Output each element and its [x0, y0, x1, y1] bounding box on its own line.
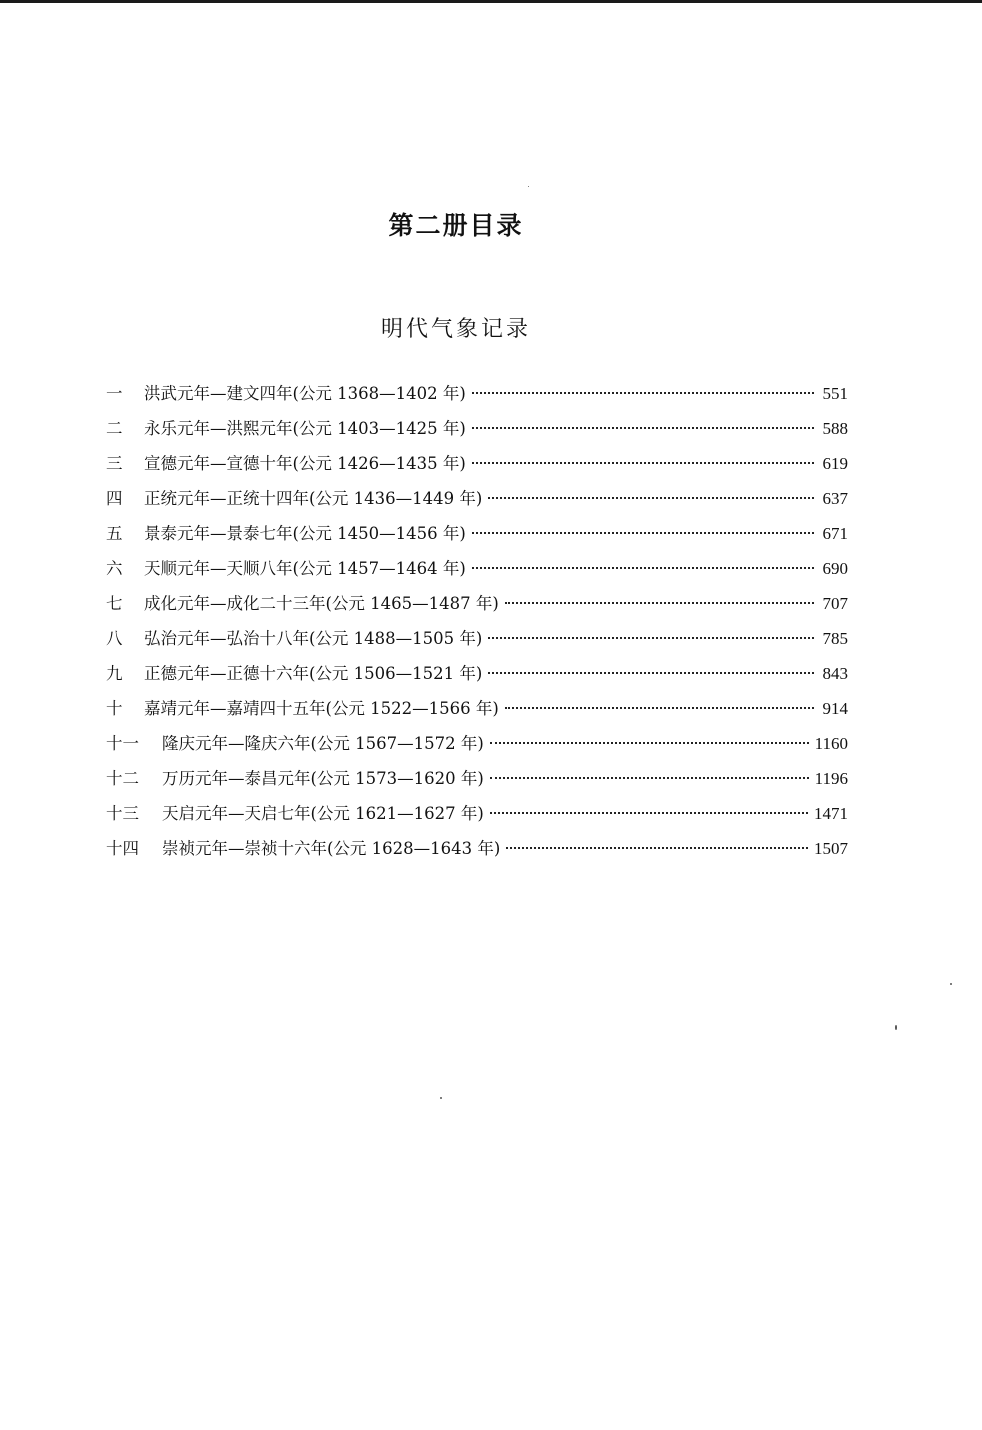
toc-entry [106, 590, 848, 625]
toc-entry-page: 690 [822, 559, 848, 578]
toc-entry-text: 弘治元年—弘治十八年(公元 1488—1505 年) [144, 629, 483, 648]
section-subtitle: 明代气象记录 [380, 317, 531, 342]
toc-entry-number: 二 [106, 419, 123, 438]
toc-entry-text: 成化元年—成化二十三年(公元 1465—1487 年) [144, 594, 499, 613]
dot-leader [490, 812, 808, 814]
toc-entry-page: 619 [822, 454, 848, 473]
dot-leader [488, 637, 814, 639]
toc-entry-text: 景泰元年—景泰七年(公元 1450—1456 年) [144, 524, 466, 543]
toc-entry-text: 天启元年—天启七年(公元 1621—1627 年) [162, 804, 484, 823]
dot-leader [490, 742, 809, 744]
toc-entry-page: 588 [822, 419, 848, 438]
toc-entry-page: 551 [822, 384, 848, 403]
dot-leader [472, 532, 814, 534]
scan-speck [895, 1025, 897, 1030]
page-title: 第二册目录 [388, 211, 524, 240]
toc-entry-page: 671 [822, 524, 848, 543]
toc-entry-number: 八 [106, 629, 123, 648]
toc-entry-number: 十一 [106, 734, 139, 753]
toc-entry-text: 崇祯元年—崇祯十六年(公元 1628—1643 年) [162, 839, 501, 858]
toc-entry [106, 695, 848, 730]
dot-leader [488, 497, 814, 499]
toc-entry [106, 835, 848, 870]
toc-entry-text: 天顺元年—天顺八年(公元 1457—1464 年) [144, 559, 466, 578]
toc-entry-number: 十三 [106, 804, 139, 823]
toc-entry [106, 800, 848, 835]
toc-entry-text: 正德元年—正德十六年(公元 1506—1521 年) [144, 664, 483, 683]
dot-leader [472, 427, 814, 429]
toc-entry-number: 九 [106, 664, 123, 683]
toc-entry-page: 843 [822, 664, 848, 683]
toc-entry-text: 宣德元年—宣德十年(公元 1426—1435 年) [144, 454, 466, 473]
scan-speck [440, 1097, 442, 1099]
toc-entry-number: 十二 [106, 769, 139, 788]
toc-entry-text: 永乐元年—洪熙元年(公元 1403—1425 年) [144, 419, 466, 438]
toc-entry-number: 五 [106, 524, 123, 543]
dot-leader [472, 392, 814, 394]
toc-entry-number: 六 [106, 559, 123, 578]
toc-entry-number: 一 [106, 384, 123, 403]
toc-entry-page: 1160 [814, 734, 848, 753]
toc-entry-number: 十 [106, 699, 123, 718]
toc-entry-text: 嘉靖元年—嘉靖四十五年(公元 1522—1566 年) [144, 699, 499, 718]
dot-leader [490, 777, 809, 779]
toc-entry-page: 1507 [814, 839, 848, 858]
toc-entry-text: 万历元年—泰昌元年(公元 1573—1620 年) [162, 769, 484, 788]
toc-entry [106, 625, 848, 660]
toc-entry-number: 三 [106, 454, 123, 473]
toc-entry-page: 914 [822, 699, 848, 718]
toc-entry-number: 七 [106, 594, 123, 613]
toc-entry [106, 660, 848, 695]
toc-entry-page: 1196 [814, 769, 848, 788]
toc-entry-number: 十四 [106, 839, 139, 858]
toc-entry [106, 485, 848, 520]
dot-leader [472, 462, 814, 464]
scan-speck [950, 983, 952, 985]
toc-entry-text: 洪武元年—建文四年(公元 1368—1402 年) [144, 384, 466, 403]
toc-entry [106, 765, 848, 800]
table-of-contents [106, 380, 848, 870]
dot-leader [488, 672, 814, 674]
scan-speck [528, 186, 529, 187]
dot-leader [505, 707, 814, 709]
toc-entry [106, 730, 848, 765]
dot-leader [505, 602, 814, 604]
toc-entry-text: 隆庆元年—隆庆六年(公元 1567—1572 年) [162, 734, 484, 753]
toc-entry-page: 1471 [814, 804, 848, 823]
toc-entry [106, 520, 848, 555]
toc-entry-page: 785 [822, 629, 848, 648]
toc-entry [106, 555, 848, 590]
toc-entry-number: 四 [106, 489, 123, 508]
toc-entry [106, 380, 848, 415]
toc-entry [106, 415, 848, 450]
toc-entry [106, 450, 848, 485]
toc-entry-text: 正统元年—正统十四年(公元 1436—1449 年) [144, 489, 483, 508]
top-border-line [0, 0, 982, 3]
dot-leader [506, 847, 808, 849]
toc-entry-page: 637 [822, 489, 848, 508]
dot-leader [472, 567, 814, 569]
toc-entry-page: 707 [822, 594, 848, 613]
